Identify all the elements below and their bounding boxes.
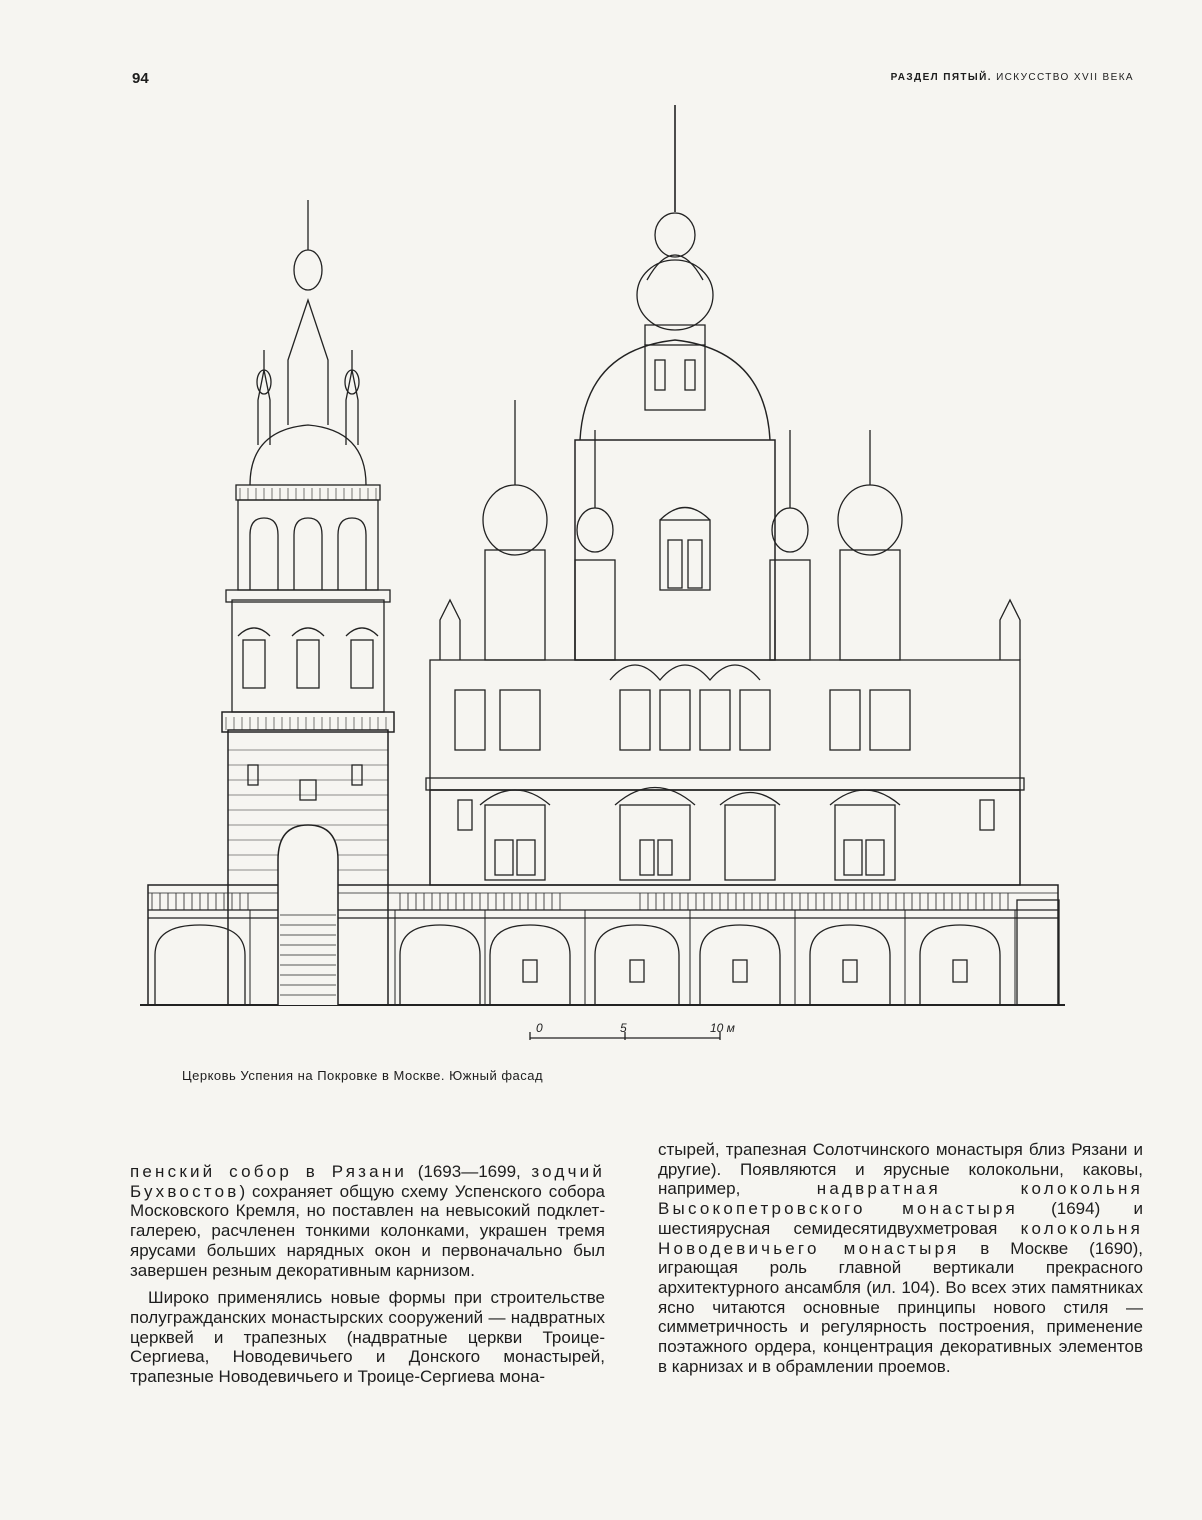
church-facade-drawing [140, 100, 1070, 1010]
spaced-text: колокольня Новодевичьего монастыря [658, 1218, 1143, 1258]
left-paragraph-1 [130, 1162, 605, 1280]
running-head [891, 72, 1134, 83]
section-title: ИСКУССТВО XVII ВЕКА [996, 72, 1134, 83]
section-label: РАЗДЕЛ ПЯТЫЙ. [890, 72, 992, 83]
body-text: ) сохраняет общую схему Успенского собора Московского Кремля, но поставлен на невысокий подклет-галерею, расчленен тонкими колонками, украшен тремя ярусами больших нарядных окон и первоначально был завершен резным декоративным карнизом. [130, 1181, 605, 1280]
body-text: (1694) и шестиярусная семидесятидвухметровая [658, 1199, 1143, 1238]
right-paragraph-1 [658, 1140, 1143, 1376]
scale-tick-10: 10 м [710, 1021, 735, 1035]
scale-tick-5: 5 [620, 1021, 627, 1035]
page-number: 94 [132, 70, 149, 87]
body-text: стырей, трапезная Солотчинского монастыря близ Рязани и другие). Появляются и ярусные колокольни, каковы, например, [658, 1140, 1143, 1199]
left-column [130, 1162, 605, 1387]
left-paragraph-2: Широко применялись новые формы при строительстве полугражданских монастырских сооружений — надвратных церквей и трапезных (надвратные церкви Троице-Сергиева, Новодевичьего и Донского монастырей, трапезные Новодевичьего и Троице-Сергиева мона- [130, 1288, 605, 1387]
right-column [658, 1140, 1143, 1376]
body-text: (1693—1699, [407, 1162, 532, 1181]
figure-caption: Церковь Успения на Покровке в Москве. Южный фасад [182, 1068, 544, 1083]
spaced-text: пенский собор в Рязани [130, 1162, 408, 1181]
body-text: в Москве (1690), играющая роль главной вертикали прекрасного архитектурного ансамбля (ил. 104). Во всех этих памятниках ясно читаются основные принципы нового стиля — симметричность и регулярность построения, применение поэтажного ордера, концентрация декоративных элементов в карнизах и в обрамлении проемов. [658, 1238, 1143, 1376]
scale-tick-0: 0 [536, 1021, 543, 1035]
spaced-text: надвратная колокольня Высокопетровского монастыря [658, 1179, 1143, 1219]
scale-bar [520, 1018, 780, 1058]
spaced-text: зодчий Бухвостов [130, 1162, 606, 1201]
